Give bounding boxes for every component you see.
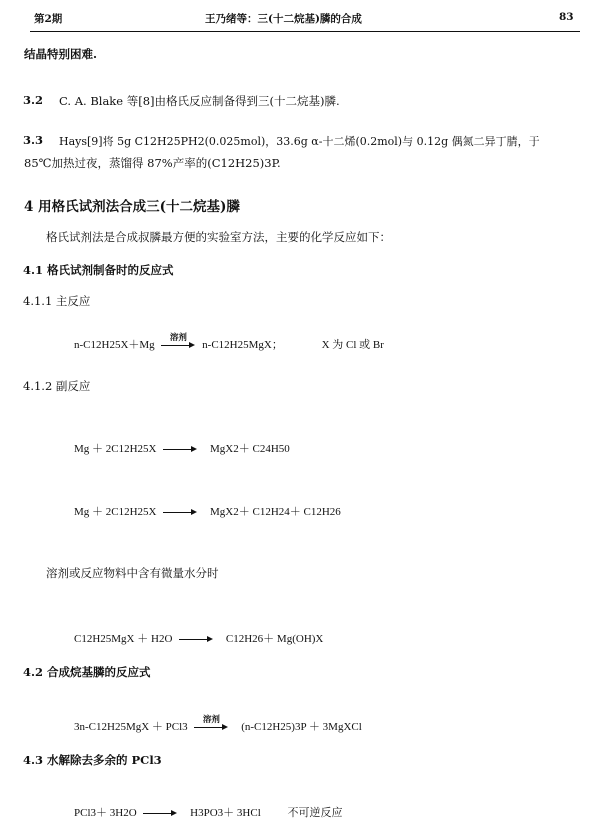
reaction-arrow	[194, 713, 228, 728]
eq6-note: 不可逆反应	[287, 806, 343, 819]
eq6-reactants: PCl3＋ 3H2O	[74, 807, 137, 819]
equation-side-reaction-1	[74, 440, 290, 456]
reaction-arrow	[163, 512, 197, 513]
equation-pcl3-hydrolysis	[74, 804, 343, 820]
eq1-reactants: n-C12H25X＋Mg	[74, 339, 155, 351]
equation-phosphine-synthesis	[74, 713, 362, 734]
reaction-arrow	[179, 639, 213, 640]
carry-over-line: 结晶特别困难.	[24, 47, 98, 61]
reaction-arrow	[163, 449, 197, 450]
eq5-products: (n-C12H25)3P ＋ 3MgXCl	[241, 721, 362, 733]
eq3-products: MgX2＋ C12H24＋ C12H26	[210, 506, 341, 518]
section-4-1-heading: 4.1 格氏试剂制备时的反应式	[23, 263, 174, 277]
eq3-reactants: Mg ＋ 2C12H25X	[74, 506, 157, 518]
reaction-arrow	[143, 813, 177, 814]
equation-main-reaction	[74, 331, 384, 352]
section-3-3-line-2: 85℃加热过夜，蒸馏得 87%产率的(C12H25)3P.	[24, 156, 281, 170]
section-4-3-heading: 4.3 水解除去多余的 PCl3	[23, 753, 162, 767]
eq6-products: H3PO3＋ 3HCl	[190, 807, 261, 819]
eq4-products: C12H26＋ Mg(OH)X	[225, 633, 324, 645]
running-title: 王乃绪等：三(十二烷基)膦的合成	[205, 13, 362, 25]
section-4-intro: 格氏试剂法是合成叔膦最方便的实验室方法，主要的化学反应如下：	[46, 230, 391, 244]
section-3-2-number: 3.2	[23, 93, 44, 107]
equation-hydrolysis-grignard	[74, 630, 323, 646]
section-3-2-text: C. A. Blake 等[8]由格氏反应制备得到三(十二烷基)膦.	[59, 94, 340, 108]
section-4-1-1-heading: 4.1.1 主反应	[23, 294, 91, 308]
eq5-reactants: 3n-C12H25MgX ＋ PCl3	[74, 721, 188, 733]
equation-side-reaction-2	[74, 503, 341, 519]
eq4-reactants: C12H25MgX ＋ H2O	[74, 633, 173, 645]
section-3-3-number: 3.3	[23, 133, 44, 147]
arrow-condition: 溶剂	[169, 331, 187, 342]
arrow-condition: 溶剂	[202, 713, 220, 724]
page-number: 83	[559, 11, 574, 23]
section-4-1-2-heading: 4.1.2 副反应	[23, 379, 91, 393]
eq1-note: X 为 Cl 或 Br	[321, 339, 384, 351]
eq1-products: n-C12H25MgX；	[202, 339, 283, 351]
water-condition-note: 溶剂或反应物料中含有微量水分时	[46, 566, 219, 580]
eq2-products: MgX2＋ C24H50	[210, 443, 290, 455]
reaction-arrow	[161, 331, 195, 346]
eq2-reactants: Mg ＋ 2C12H25X	[74, 443, 157, 455]
section-3-3-line-1: Hays[9]将 5g C12H25PH2(0.025mol)，33.6g α-十二烯(0.2mol)与 0.12g 偶氮二异丁腈，于	[59, 135, 540, 148]
header-rule	[30, 31, 580, 32]
issue-label: 第2期	[34, 13, 63, 25]
section-4-heading: 4 用格氏试剂法合成三(十二烷基)膦	[24, 199, 240, 215]
section-4-2-heading: 4.2 合成烷基膦的反应式	[23, 665, 151, 679]
